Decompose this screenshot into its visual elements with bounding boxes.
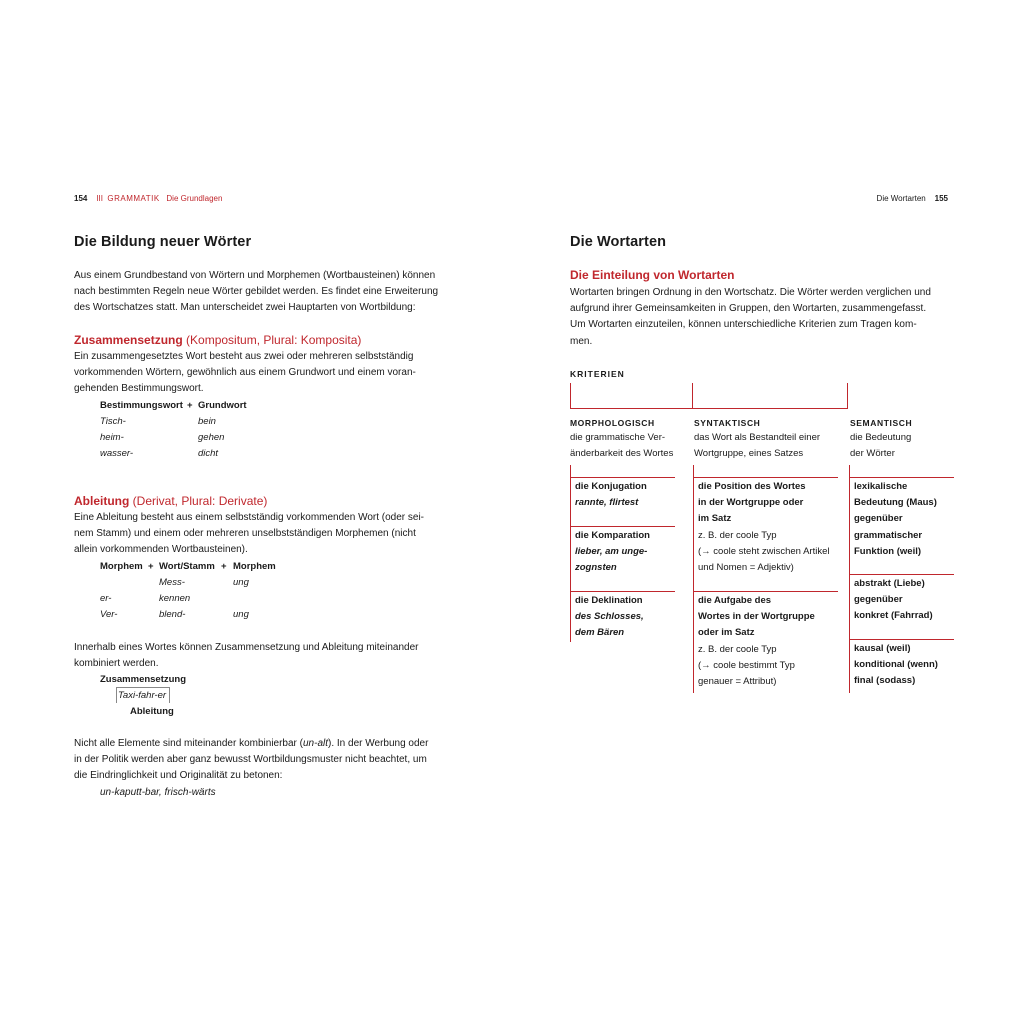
right-header-title: Die Wortarten xyxy=(876,194,926,203)
table-plus: + xyxy=(148,561,154,572)
criteria-line xyxy=(570,383,571,409)
text-line: Wortarten bringen Ordnung in den Wortschatz. Die Wörter werden verglichen und xyxy=(570,287,931,298)
text-line: die grammatische Ver- xyxy=(570,432,666,443)
table-header: Wort/Stamm xyxy=(159,561,215,572)
text-line: grammatischer xyxy=(854,529,923,541)
table-cell: ung xyxy=(233,577,249,588)
table-plus: + xyxy=(187,400,193,411)
table-cell: er- xyxy=(100,593,112,604)
text-line: Aus einem Grundbestand von Wörtern und Morphemen (Wortbausteinen) können xyxy=(74,270,436,281)
subsection-name: Die Grundlagen xyxy=(166,194,223,203)
text-line: kombiniert werden. xyxy=(74,658,159,670)
semantic-box-lexical xyxy=(849,477,954,560)
text-line: (→ coole steht zwischen Artikel xyxy=(698,545,830,557)
table-header: Morphem xyxy=(233,561,276,572)
table-cell: heim- xyxy=(100,432,124,443)
text-run: ). In der Werbung oder xyxy=(328,738,429,749)
derivation-table xyxy=(100,559,320,625)
text-line: genauer = Attribut) xyxy=(698,676,777,688)
text-line: die Eindringlichkeit und Originalität zu betonen: xyxy=(74,770,283,782)
text-line: vorkommenden Wörtern, gewöhnlich aus einem Grundwort und einem voran- xyxy=(74,367,416,379)
classification-text xyxy=(570,285,931,350)
combination-top-label: Zusammensetzung xyxy=(100,674,187,685)
text-line: die Komparation xyxy=(575,530,650,541)
text-line: Innerhalb eines Wortes können Zusammensetzung und Ableitung miteinander xyxy=(74,642,419,653)
text-line: Wortgruppe, eines Satzes xyxy=(694,448,804,460)
table-cell: bein xyxy=(198,416,216,427)
criteria-line xyxy=(692,383,693,409)
compound-heading xyxy=(74,333,361,347)
text-line: rannte, flirtest xyxy=(575,497,639,509)
text-line: z. B. der coole Typ xyxy=(698,643,777,655)
column-desc-morphological xyxy=(570,430,673,462)
compound-text xyxy=(74,349,416,398)
combination-diagram xyxy=(100,672,220,722)
text-line: lieber, am unge- xyxy=(575,546,648,558)
text-line xyxy=(74,736,428,752)
text-line: konkret (Fahrrad) xyxy=(854,610,933,622)
semantic-box-causal xyxy=(849,639,954,690)
column-desc-semantic xyxy=(850,430,911,462)
compound-table xyxy=(100,398,300,464)
classification-heading: Die Einteilung von Wortarten xyxy=(570,268,735,282)
left-running-header xyxy=(74,194,222,203)
text-line: nach bestimmten Regeln neue Wörter gebildet werden. Es findet eine Erweiterung xyxy=(74,286,439,298)
table-cell: Ver- xyxy=(100,609,118,620)
criteria-label: KRITERIEN xyxy=(570,369,625,379)
text-line: gegenüber xyxy=(854,594,903,606)
table-cell: blend- xyxy=(159,609,186,620)
text-run: un-alt xyxy=(303,738,329,749)
derivation-subtitle: (Derivat, Plural: Derivate) xyxy=(132,494,268,508)
text-line: und Nomen = Adjektiv) xyxy=(698,562,794,574)
table-plus: + xyxy=(221,561,227,572)
text-line: die Konjugation xyxy=(575,481,647,492)
text-line: Um Wortarten einzuteilen, können unterschiedliche Kriterien zum Tragen kom- xyxy=(570,319,917,331)
table-header: Morphem xyxy=(100,561,143,572)
final-example: un-kaputt-bar, frisch-wärts xyxy=(100,786,216,798)
table-cell: Tisch- xyxy=(100,416,126,427)
left-intro xyxy=(74,268,438,317)
section-name: GRAMMATIK xyxy=(107,194,160,203)
table-cell: Mess- xyxy=(159,577,185,588)
combination-text xyxy=(74,640,418,672)
compound-subtitle: (Kompositum, Plural: Komposita) xyxy=(186,333,362,347)
text-line: oder im Satz xyxy=(698,627,755,639)
table-header: Grundwort xyxy=(198,400,247,411)
text-run: Nicht alle Elemente sind miteinander kombinierbar ( xyxy=(74,738,303,749)
text-line: die Position des Wortes xyxy=(698,481,806,492)
right-page-number: 155 xyxy=(934,194,948,203)
text-line: das Wort als Bestandteil einer xyxy=(694,432,821,443)
text-line: Funktion (weil) xyxy=(854,545,922,557)
table-cell: ung xyxy=(233,609,249,620)
text-line: des Wortschatzes statt. Man unterscheidet zwei Hauptarten von Wortbildung: xyxy=(74,302,416,314)
compound-title: Zusammensetzung xyxy=(74,333,183,347)
text-line: in der Politik werden aber ganz bewusst Wortbildungsmuster nicht beachtet, um xyxy=(74,754,427,766)
text-line: die Bedeutung xyxy=(850,432,912,443)
text-line: in der Wortgruppe oder xyxy=(698,497,804,509)
left-page-title: Die Bildung neuer Wörter xyxy=(74,234,252,250)
text-line: Eine Ableitung besteht aus einem selbstständig vorkommenden Wort (oder sei- xyxy=(74,512,425,523)
text-line: nem Stamm) und einem oder mehreren unselbstständigen Morphemen (nicht xyxy=(74,528,416,540)
left-page-number: 154 xyxy=(74,194,88,203)
derivation-title: Ableitung xyxy=(74,494,130,508)
morph-box-comparison xyxy=(570,526,675,577)
table-header: Bestimmungswort xyxy=(100,400,183,411)
text-line: die Deklination xyxy=(575,595,643,606)
text-line: Wortes in der Wortgruppe xyxy=(698,611,815,623)
text-line: aufgrund ihrer Gemeinsamkeiten in Gruppen, den Wortarten, zusammengefasst. xyxy=(570,303,927,315)
text-line: kausal (weil) xyxy=(854,643,911,654)
text-line: des Schlosses, xyxy=(575,611,644,623)
text-line: zognsten xyxy=(575,562,617,574)
syntax-box-position xyxy=(693,477,838,576)
criteria-line xyxy=(847,383,848,409)
final-text xyxy=(74,736,428,801)
text-line: (→ coole bestimmt Typ xyxy=(698,659,795,671)
text-line: die Aufgabe des xyxy=(698,595,772,606)
combination-bottom-label: Ableitung xyxy=(130,706,174,717)
column-head-syntactic: SYNTAKTISCH xyxy=(694,418,761,428)
derivation-heading xyxy=(74,494,267,508)
text-line: z. B. der coole Typ xyxy=(698,529,777,541)
right-page-title: Die Wortarten xyxy=(570,234,667,250)
table-cell: kennen xyxy=(159,593,191,604)
text-line: gegenüber xyxy=(854,513,903,525)
text-line: änderbarkeit des Wortes xyxy=(570,448,674,460)
text-line: allein vorkommenden Wortbausteinen). xyxy=(74,544,248,556)
text-line: Bedeutung (Maus) xyxy=(854,497,937,509)
semantic-box-abstract xyxy=(849,574,954,625)
text-line: der Wörter xyxy=(850,448,895,460)
table-cell: gehen xyxy=(198,432,225,443)
column-head-morphological: MORPHOLOGISCH xyxy=(570,418,655,428)
morph-box-conjugation xyxy=(570,477,675,511)
section-number: III xyxy=(96,194,103,203)
text-line: Ein zusammengesetztes Wort besteht aus zwei oder mehreren selbstständig xyxy=(74,351,414,362)
text-line: men. xyxy=(570,335,593,347)
criteria-line xyxy=(570,408,848,409)
combination-word: Taxi-fahr-er xyxy=(118,690,167,701)
right-running-header xyxy=(877,194,948,203)
text-line: lexikalische xyxy=(854,481,908,492)
text-line: konditional (wenn) xyxy=(854,659,938,671)
text-line: abstrakt (Liebe) xyxy=(854,578,925,589)
column-head-semantic: SEMANTISCH xyxy=(850,418,913,428)
text-line: im Satz xyxy=(698,513,732,525)
table-cell: wasser- xyxy=(100,448,134,459)
text-line: gehenden Bestimmungswort. xyxy=(74,383,204,395)
table-cell: dicht xyxy=(198,448,219,459)
text-line: dem Bären xyxy=(575,627,625,639)
derivation-text xyxy=(74,510,424,559)
syntax-box-function xyxy=(693,591,838,690)
column-desc-syntactic xyxy=(694,430,820,462)
morph-box-declension xyxy=(570,591,675,642)
text-line: final (sodass) xyxy=(854,675,916,687)
